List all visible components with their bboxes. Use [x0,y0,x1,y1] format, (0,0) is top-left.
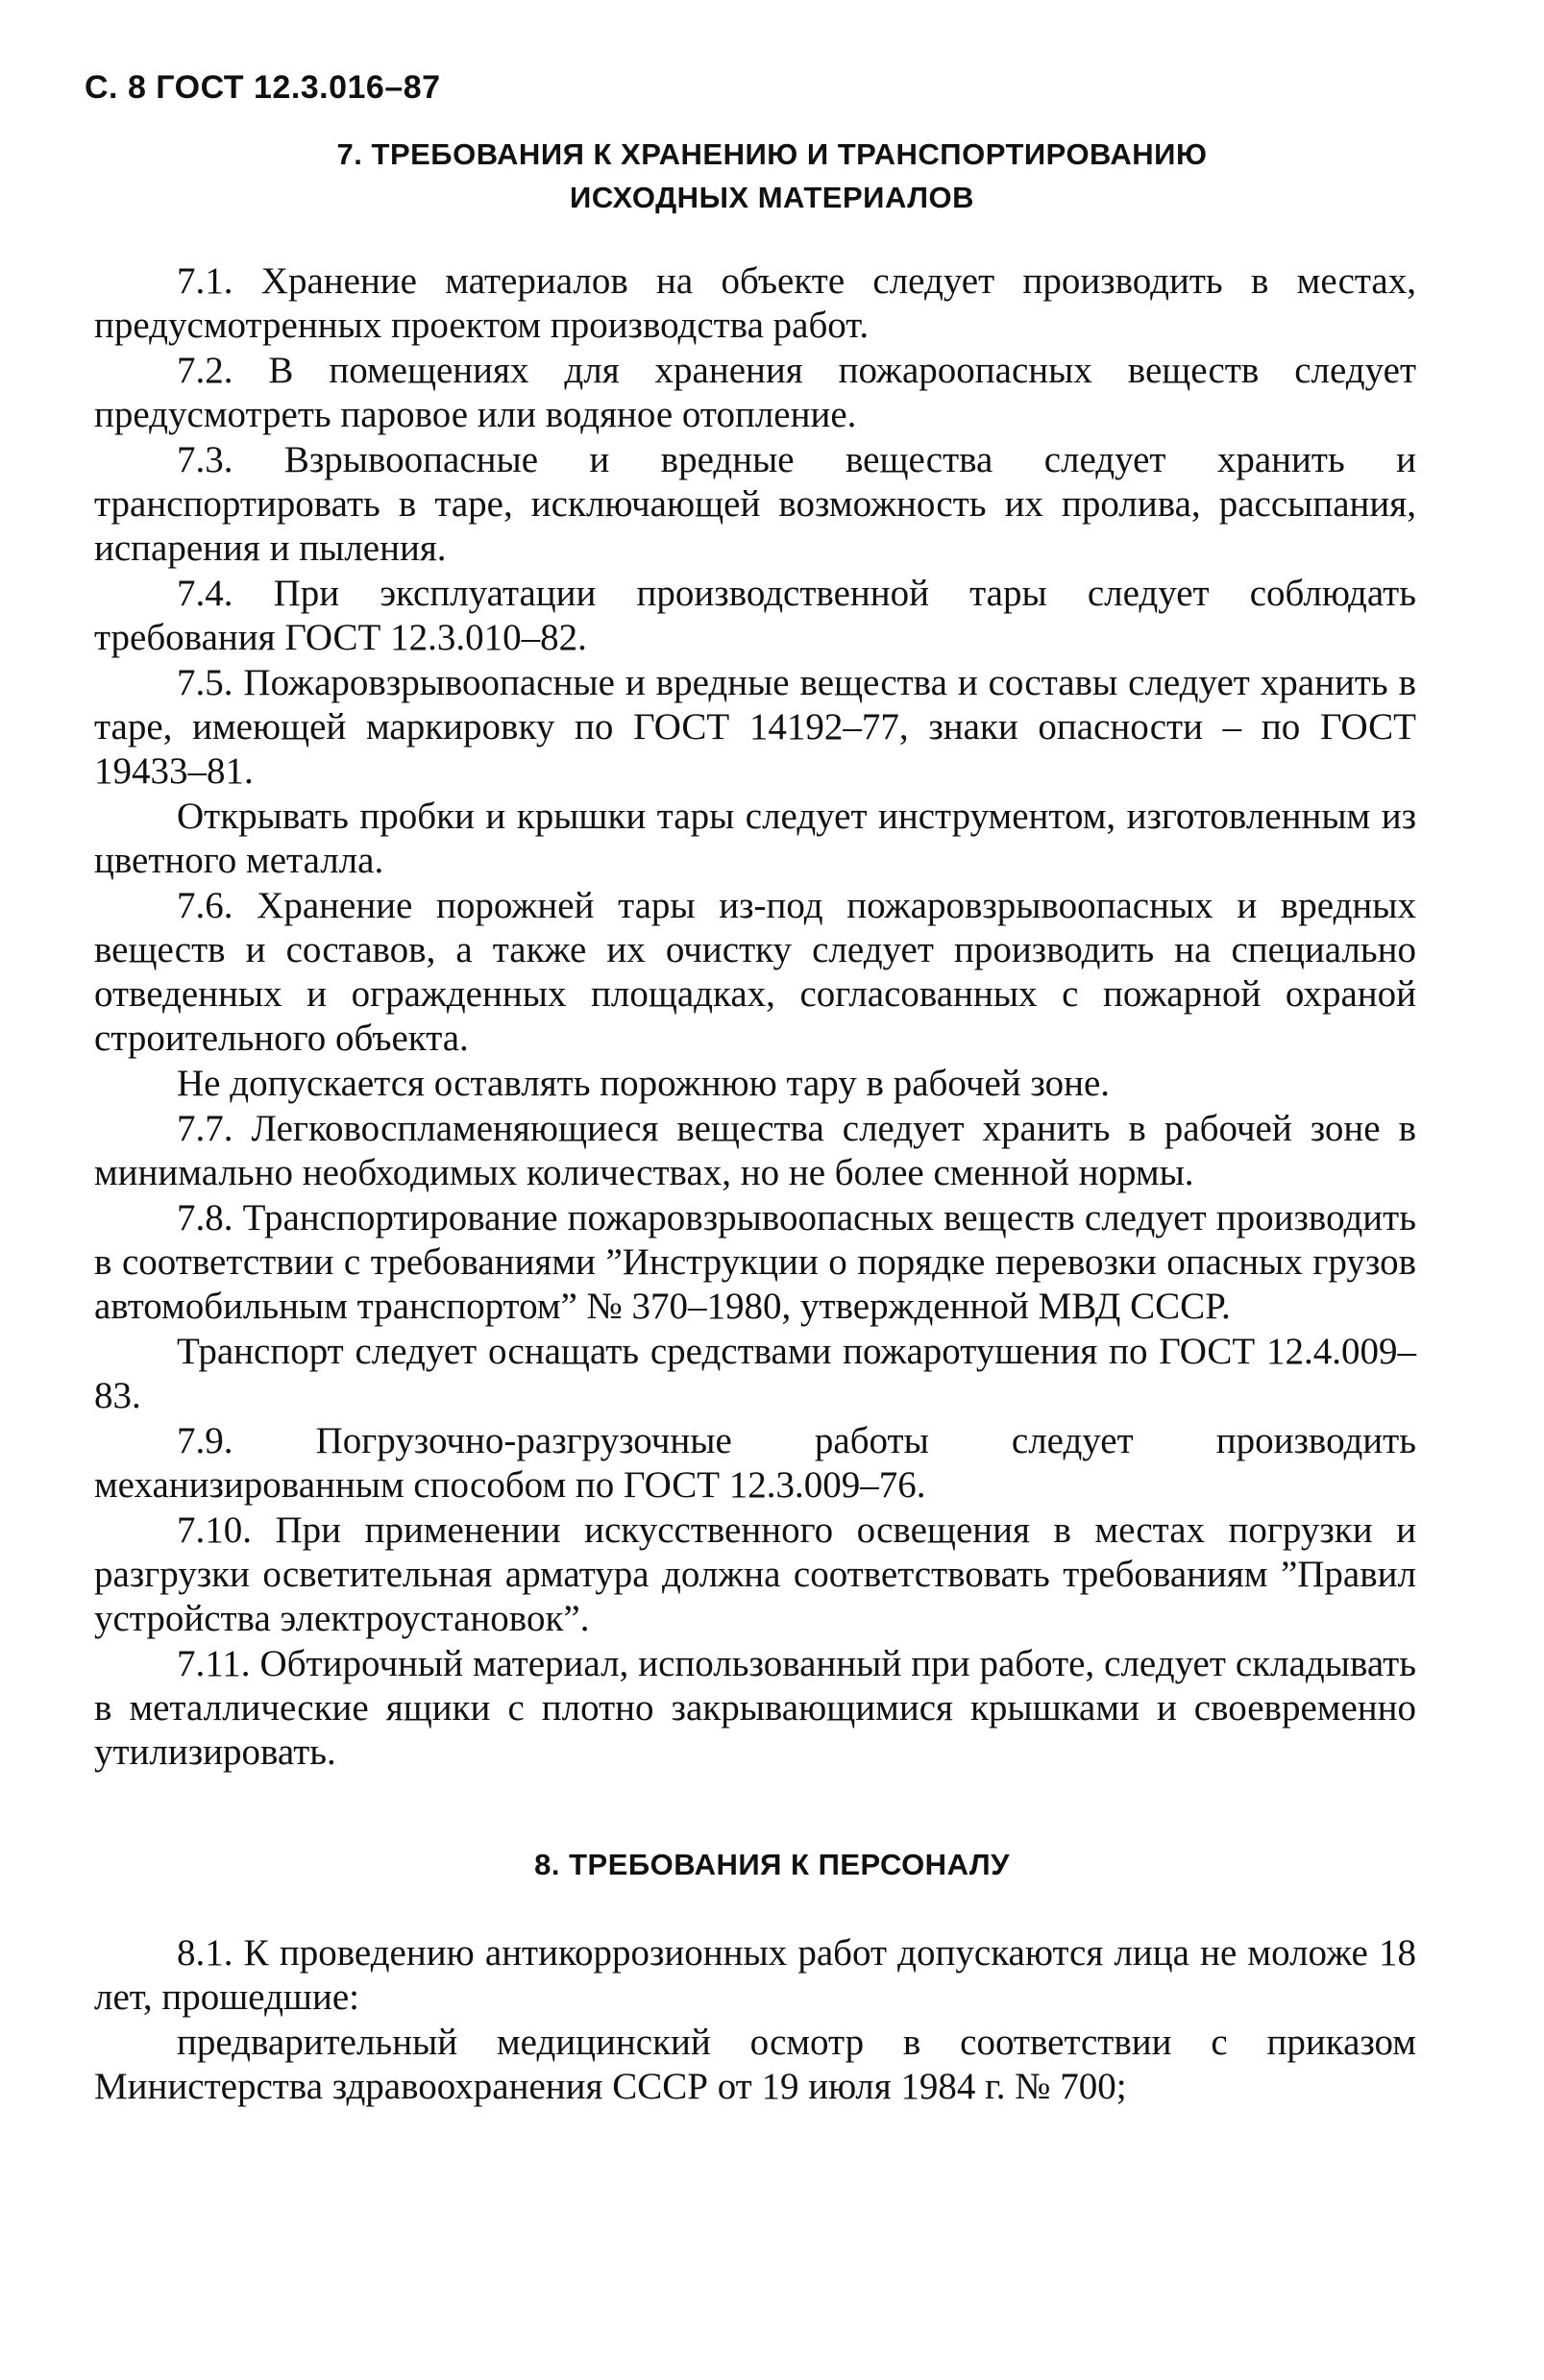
paragraph-7-5: 7.5. Пожаровзрывоопасные и вредные вещества и составы следует хранить в таре, имеющей маркировку по ГОСТ 14192–77, знаки опасности – по ГОСТ 19433–81. [94,662,1416,792]
paragraph-7-8-note: Транспорт следует оснащать средствами пожаротушения по ГОСТ 12.4.009–83. [94,1331,1416,1416]
section-7-title-line-1: 7. ТРЕБОВАНИЯ К ХРАНЕНИЮ И ТРАНСПОРТИРОВАНИЮ [336,137,1208,171]
paragraph-7-8: 7.8. Транспортирование пожаровзрывоопасных веществ следует производить в соответствии с требованиями ”Инструкции о порядке перевозки опасных грузов автомобильным транспортом” № 370–1980, утвержденной МВД СССР. [94,1197,1416,1327]
paragraph-7-3: 7.3. Взрывоопасные и вредные вещества следует хранить и транспортировать в таре, исключающей возможность их пролива, рассыпания, испарения и пыления. [94,439,1416,569]
paragraph-7-10: 7.10. При применении искусственного освещения в местах погрузки и разгрузки осветительная арматура должна соответствовать требованиям ”Правил устройства электроустановок”. [94,1509,1416,1639]
page-header: С. 8 ГОСТ 12.3.016–87 [85,69,441,106]
paragraph-7-7: 7.7. Легковоспламеняющиеся вещества следует хранить в рабочей зоне в минимально необходимых количествах, но не более сменной нормы. [94,1108,1416,1193]
section-8-body [94,1931,1416,2110]
paragraph-7-6-note: Не допускается оставлять порожнюю тару в рабочей зоне. [177,1063,1111,1104]
section-8-title: 8. ТРЕБОВАНИЯ К ПЕРСОНАЛУ [534,1848,1010,1881]
paragraph-7-2: 7.2. В помещениях для хранения пожароопасных веществ следует предусмотреть паровое или водяное отопление. [94,350,1416,435]
paragraph-8-1-item: предварительный медицинский осмотр в соответствии с приказом Министерства здравоохранения СССР от 19 июля 1984 г. № 700; [94,2022,1416,2107]
paragraph-7-4: 7.4. При эксплуатации производственной тары следует соблюдать требования ГОСТ 12.3.010–82. [94,573,1416,658]
section-7-title [0,133,1544,219]
paragraph-7-1: 7.1. Хранение материалов на объекте следует производить в местах, предусмотренных проектом производства работ. [94,260,1416,346]
paragraph-7-6: 7.6. Хранение порожней тары из-под пожаровзрывоопасных и вредных веществ и составов, а также их очистку следует производить на специально отведенных и огражденных площадках, согласованных с пожарной охраной строительного объекта. [94,885,1416,1059]
section-7-title-line-2: ИСХОДНЫХ МАТЕРИАЛОВ [570,181,974,214]
paragraph-7-11: 7.11. Обтирочный материал, использованный при работе, следует складывать в металлические ящики с плотно закрывающимися крышками и своевременно утилизировать. [94,1643,1416,1773]
paragraph-7-9: 7.9. Погрузочно-разгрузочные работы следует производить механизированным способом по ГОСТ 12.3.009–76. [94,1420,1416,1506]
section-7-body [94,259,1416,1776]
paragraph-7-5-note: Открывать пробки и крышки тары следует инструментом, изготовленным из цветного металла. [94,796,1416,881]
paragraph-8-1: 8.1. К проведению антикоррозионных работ допускаются лица не моложе 18 лет, прошедшие: [94,1932,1416,2018]
